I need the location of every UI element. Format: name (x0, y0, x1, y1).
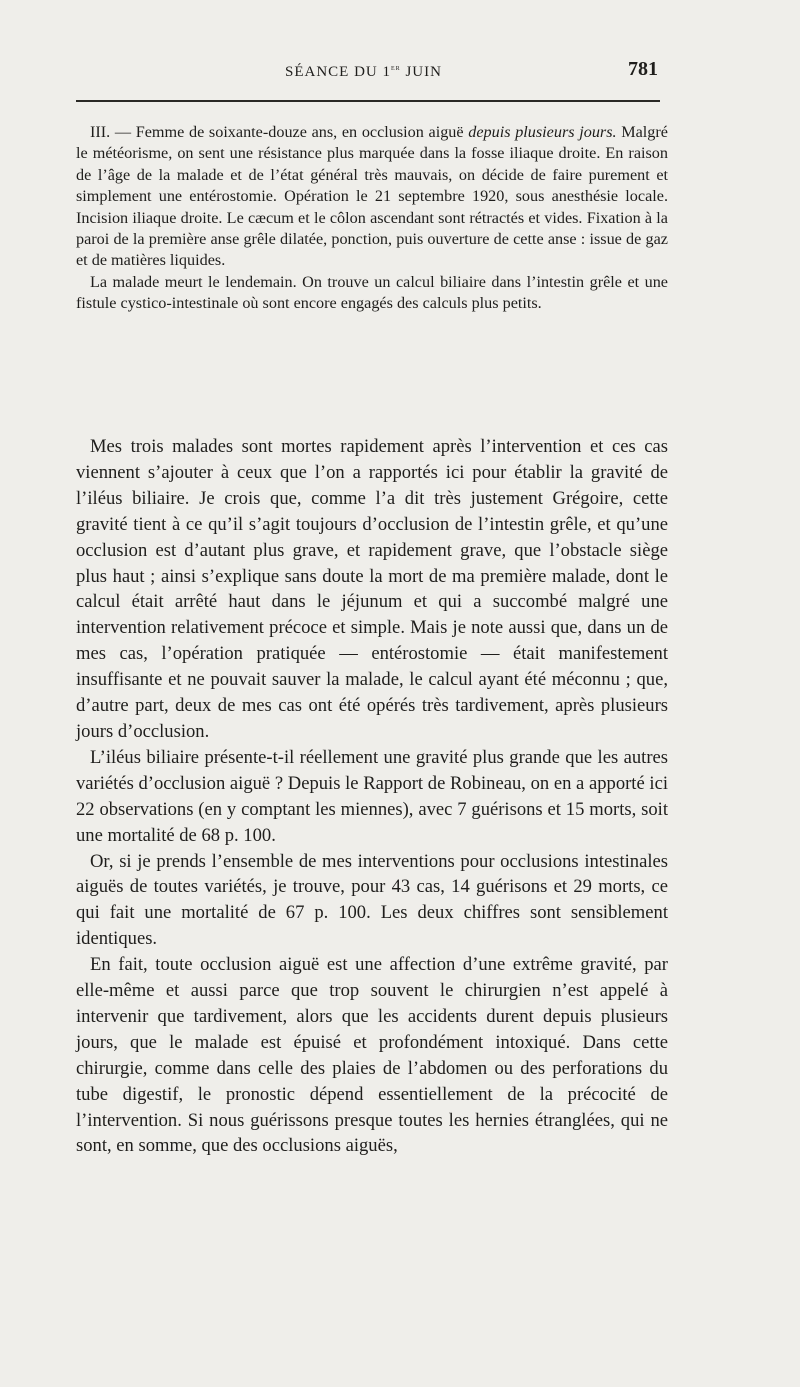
case-paragraph-2: La malade meurt le lendemain. On trouve un calcul biliaire dans l’intestin grêle et une fistule cystico-intestinale où sont encore engagés des calculs plus petits. (76, 272, 668, 313)
header-title-tail: JUIN (400, 64, 442, 80)
page-number: 781 (628, 58, 658, 80)
header-title (285, 62, 442, 81)
body-paragraph-3: Or, si je prends l’ensemble de mes interventions pour occlusions intestinales aiguës de toutes variétés, je trouve, pour 43 cas, 14 guérisons et 29 morts, ce qui fait une mortalité de 67 p. 100. Les deux chiffres sont sensiblement identiques. (76, 850, 668, 950)
body-paragraph-4: En fait, toute occlusion aiguë est une affection d’une extrême gravité, par elle-même et aussi parce que trop souvent le chirurgien n’est appelé à intervenir que tardivement, alors que les accidents durent depuis plusieurs jours, que le malade est épuisé et profondément intoxiqué. Dans cette chirurgie, comme dans celle des plaies de l’abdomen ou des perforations du tube digestif, le pronostic dépend essentiellement de la précocité de l’intervention. Si nous guérissons presque toutes les hernies étranglées, qui ne sont, en somme, que des occlusions aiguës, (76, 954, 668, 1157)
body-paragraph-2: L’iléus biliaire présente-t-il réellement une gravité plus grande que les autres variétés d’occlusion aiguë ? Depuis le Rapport de Robineau, on en a apporté ici 22 observations (en y comptant les miennes), avec 7 guérisons et 15 morts, soit une mortalité de 68 p. 100. (76, 746, 668, 846)
header-title-text: SÉANCE DU 1 (285, 64, 392, 80)
case-report (76, 122, 668, 315)
discussion-text (76, 434, 668, 1159)
header-rule (76, 100, 660, 102)
running-header (70, 58, 670, 92)
case-p1-text-b: Malgré le météorisme, on sent une résistance plus marquée dans la fosse iliaque droite. En raison de l’âge de la malade et de l’état général très mauvais, on décide de faire purement et simplement une entérostomie. Opération le 21 septembre 1920, sous anesthésie locale. Incision iliaque droite. Le cæcum et le côlon ascendant sont rétractés et vides. Fixation à la paroi de la première anse grêle dilatée, ponction, puis ouverture de cette anse : issue de gaz et de matières liquides. (76, 123, 668, 270)
header-title-sup: er (391, 62, 401, 72)
case-p1-emphasis: depuis plusieurs jours. (468, 123, 617, 141)
case-paragraph-1 (76, 122, 668, 272)
case-p1-text-a: III. — Femme de soixante-douze ans, en occlusion aiguë (90, 123, 469, 141)
body-paragraph-1: Mes trois malades sont mortes rapidement après l’intervention et ces cas viennent s’ajouter à ceux que l’on a rapportés ici pour établir la gravité de l’iléus biliaire. Je crois que, comme l’a dit très justement Grégoire, cette gravité tient à ce qu’il s’agit toujours d’occlusion de l’intestin grêle, et qu’une occlusion est d’autant plus grave, et rapidement grave, que l’obstacle siège plus haut ; ainsi s’explique sans doute la mort de ma première malade, dont le calcul était arrêté haut dans le jéjunum et qui a succombé malgré une intervention relativement précoce et simple. Mais je note aussi que, dans un de mes cas, l’opération pratiquée — entérostomie — était manifestement insuffisante et ne pouvait sauver la malade, le calcul ayant été méconnu ; que, d’autre part, deux de mes cas ont été opérés très tardivement, après plusieurs jours d’occlusion. (76, 436, 668, 742)
